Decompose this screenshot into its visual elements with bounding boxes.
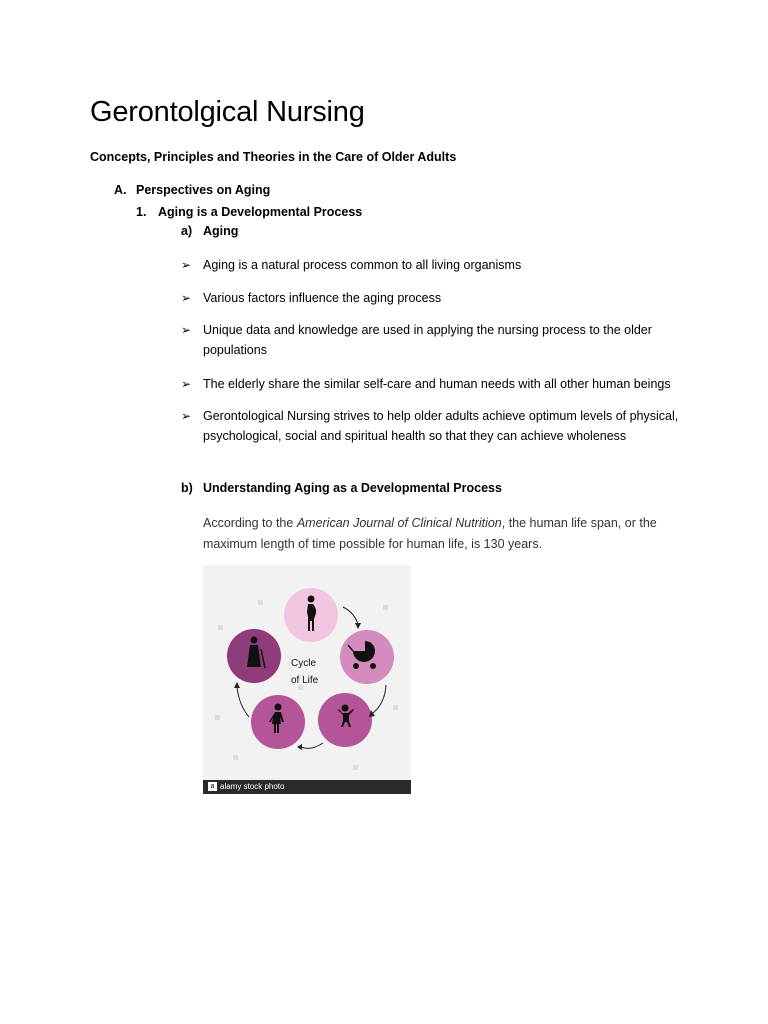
bullet-text: Aging is a natural process common to all living organisms bbox=[203, 258, 522, 272]
watermark-bar bbox=[203, 780, 411, 794]
subheading-a bbox=[181, 224, 238, 238]
bullet-text: Unique data and knowledge are used in applying the nursing process to the older populations bbox=[203, 323, 652, 357]
watermark-text: alamy stock photo bbox=[220, 782, 285, 791]
arrow-bullet-icon: ➢ bbox=[181, 291, 192, 305]
cycle-label-line2: of Life bbox=[291, 675, 319, 686]
cycle-diagram bbox=[203, 565, 411, 794]
section-heading-a bbox=[114, 183, 270, 197]
body-paragraph bbox=[203, 513, 673, 555]
bullet-item bbox=[181, 406, 681, 446]
bullet-item bbox=[181, 320, 681, 360]
cycle-of-life-figure bbox=[203, 565, 411, 794]
item-heading-1 bbox=[136, 205, 362, 219]
item-text: Aging is a Developmental Process bbox=[158, 205, 363, 219]
paragraph-text-end: , the human life span, or the maximum length of time possible for human life, is 130 years. bbox=[203, 516, 657, 551]
document-subtitle: Concepts, Principles and Theories in the Care of Older Adults bbox=[90, 150, 457, 164]
subheading-label: a) bbox=[181, 224, 193, 238]
paragraph-text-start: According to the bbox=[203, 516, 297, 530]
arrow-icon bbox=[343, 607, 358, 625]
journal-name: American Journal of Clinical Nutrition bbox=[296, 516, 502, 530]
alamy-logo-icon: a bbox=[208, 782, 217, 791]
subheading-label: b) bbox=[181, 481, 193, 495]
bullet-text: The elderly share the similar self-care and human needs with all other human beings bbox=[203, 377, 671, 391]
arrow-icon bbox=[301, 743, 323, 748]
item-label: 1. bbox=[136, 205, 147, 219]
section-text: Perspectives on Aging bbox=[136, 183, 271, 197]
arrow-icon bbox=[237, 687, 249, 717]
arrow-bullet-icon: ➢ bbox=[181, 409, 192, 423]
arrow-bullet-icon: ➢ bbox=[181, 323, 192, 337]
bullet-text: Various factors influence the aging process bbox=[203, 291, 442, 305]
section-label: A. bbox=[114, 183, 127, 197]
bullet-item bbox=[181, 288, 681, 308]
bullet-text: Gerontological Nursing strives to help older adults achieve optimum levels of physical, psychological, social and spiritual health so that they can achieve wholeness bbox=[203, 409, 679, 443]
bullet-item bbox=[181, 374, 681, 394]
subheading-text: Aging bbox=[203, 224, 239, 238]
arrow-bullet-icon: ➢ bbox=[181, 258, 192, 272]
subheading-text: Understanding Aging as a Developmental Process bbox=[203, 481, 502, 495]
arrow-bullet-icon: ➢ bbox=[181, 377, 192, 391]
subheading-b bbox=[181, 481, 502, 495]
document-title: Gerontolgical Nursing bbox=[90, 96, 365, 128]
cycle-label-line1: Cycle bbox=[291, 658, 317, 669]
arrow-icon bbox=[373, 685, 386, 713]
bullet-item bbox=[181, 255, 681, 275]
